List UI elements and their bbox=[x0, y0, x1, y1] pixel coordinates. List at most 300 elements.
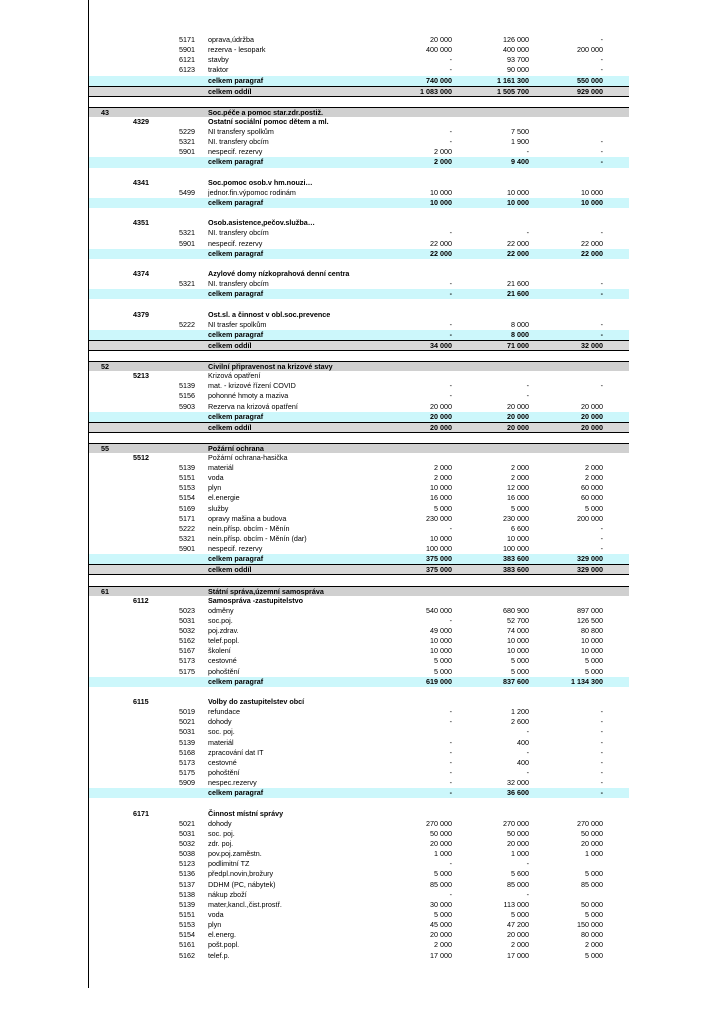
value-col-2: - bbox=[526, 228, 529, 238]
value-col-3: 200 000 bbox=[577, 513, 603, 523]
item-code: 5222 bbox=[179, 523, 195, 533]
value-col-3: 150 000 bbox=[577, 920, 603, 930]
item-code: 5139 bbox=[179, 737, 195, 747]
value-col-3: 10 000 bbox=[581, 636, 603, 646]
table-row bbox=[89, 402, 629, 412]
value-col-2: - bbox=[526, 147, 529, 157]
value-col-1: - bbox=[449, 319, 452, 329]
item-label: nespec.rezervy bbox=[208, 778, 257, 788]
value-col-1: 10 000 bbox=[430, 636, 452, 646]
item-code: 5909 bbox=[179, 778, 195, 788]
paragraph-total-row bbox=[89, 198, 629, 208]
spacer-row bbox=[89, 687, 629, 697]
item-label: předpl.novin,brožury bbox=[208, 869, 274, 879]
spacer-row bbox=[89, 259, 629, 269]
item-label: materiál bbox=[208, 463, 234, 473]
value-col-2: 5 000 bbox=[511, 503, 529, 513]
item-label: zpracování dat IT bbox=[208, 747, 264, 757]
paragraph-header-row bbox=[89, 697, 629, 707]
item-label: nespecif. rezervy bbox=[208, 147, 263, 157]
paragraph-total-row bbox=[89, 330, 629, 340]
item-label: celkem paragraf bbox=[208, 411, 264, 421]
value-col-3: 1 000 bbox=[585, 849, 603, 859]
value-col-3: 20 000 bbox=[581, 838, 603, 848]
table-row bbox=[89, 35, 629, 45]
spacer-row bbox=[89, 299, 629, 309]
budget-table bbox=[89, 35, 629, 961]
section-title: Civilní připravenost na krizové stavy bbox=[208, 362, 408, 371]
paragraph-header-row bbox=[89, 218, 629, 228]
table-row bbox=[89, 727, 629, 737]
value-col-2: 400 000 bbox=[503, 45, 529, 55]
item-label: školení bbox=[208, 646, 231, 656]
item-label: nespecif. rezervy bbox=[208, 238, 263, 248]
paragraph-header-row bbox=[89, 178, 629, 188]
value-col-1: 20 000 bbox=[430, 35, 452, 44]
value-col-1: 17 000 bbox=[430, 950, 452, 960]
item-code: 5222 bbox=[179, 319, 195, 329]
value-col-2: 2 000 bbox=[511, 473, 529, 483]
value-col-1: - bbox=[449, 329, 452, 339]
value-col-1: 2 000 bbox=[434, 147, 452, 157]
item-code: 5162 bbox=[179, 636, 195, 646]
value-col-2: 6 600 bbox=[511, 523, 529, 533]
value-col-3: - bbox=[600, 788, 603, 798]
item-code: 5321 bbox=[179, 534, 195, 544]
item-label: mater,kancl.,čist.prostř. bbox=[208, 899, 282, 909]
value-col-2: 32 000 bbox=[507, 778, 529, 788]
item-code: 5175 bbox=[179, 768, 195, 777]
item-label: celkem oddíl bbox=[208, 422, 252, 432]
item-label: NI trasfer spolkům bbox=[208, 319, 267, 329]
paragraph-total-row bbox=[89, 157, 629, 167]
section-total-row bbox=[89, 422, 629, 433]
item-label: cestovné bbox=[208, 757, 237, 767]
value-col-1: 20 000 bbox=[430, 422, 452, 432]
value-col-3: 10 000 bbox=[581, 646, 603, 656]
item-label: celkem paragraf bbox=[208, 157, 264, 167]
paragraph-title: Osob.asistence,pečov.služba… bbox=[208, 218, 315, 228]
table-row bbox=[89, 758, 629, 768]
item-label: služby bbox=[208, 503, 229, 513]
value-col-2: 383 600 bbox=[503, 565, 529, 575]
item-code: 5156 bbox=[179, 391, 195, 401]
table-row bbox=[89, 900, 629, 910]
value-col-2: - bbox=[526, 391, 529, 401]
section-title: Státní správa,územní samospráva bbox=[208, 587, 408, 596]
value-col-2: 16 000 bbox=[507, 493, 529, 503]
value-col-2: 74 000 bbox=[507, 626, 529, 636]
table-row bbox=[89, 65, 629, 75]
value-col-2: 1 161 300 bbox=[497, 75, 529, 85]
item-label: el.energie bbox=[208, 493, 240, 503]
paragraph-code: 6171 bbox=[133, 808, 149, 818]
value-col-2: 47 200 bbox=[507, 920, 529, 930]
value-col-3: 5 000 bbox=[585, 656, 603, 666]
value-col-3: - bbox=[600, 523, 603, 533]
item-label: celkem oddíl bbox=[208, 86, 252, 96]
paragraph-header-row bbox=[89, 596, 629, 606]
value-col-2: 400 bbox=[517, 737, 529, 747]
value-col-2: 2 000 bbox=[511, 940, 529, 950]
item-label: plyn bbox=[208, 483, 222, 493]
paragraph-total-row bbox=[89, 289, 629, 299]
value-col-2: 126 000 bbox=[503, 35, 529, 44]
table-row bbox=[89, 381, 629, 391]
item-code: 5321 bbox=[179, 279, 195, 289]
value-col-3: 2 000 bbox=[585, 473, 603, 483]
item-code: 5171 bbox=[179, 35, 195, 44]
spacer-row bbox=[89, 575, 629, 585]
table-row bbox=[89, 473, 629, 483]
table-row bbox=[89, 320, 629, 330]
value-col-3: 329 000 bbox=[577, 565, 603, 575]
value-col-1: - bbox=[449, 137, 452, 147]
table-row bbox=[89, 707, 629, 717]
value-col-1: - bbox=[449, 391, 452, 401]
value-col-2: 93 700 bbox=[507, 55, 529, 65]
item-label: celkem paragraf bbox=[208, 788, 264, 798]
item-code: 5167 bbox=[179, 646, 195, 656]
value-col-1: 22 000 bbox=[430, 248, 452, 258]
item-label: poj.zdrav. bbox=[208, 626, 239, 636]
value-col-3: - bbox=[600, 55, 603, 65]
value-col-3: 60 000 bbox=[581, 483, 603, 493]
value-col-1: 5 000 bbox=[434, 656, 452, 666]
value-col-3: 270 000 bbox=[577, 818, 603, 828]
table-row bbox=[89, 606, 629, 616]
table-row bbox=[89, 656, 629, 666]
value-col-2: 400 bbox=[517, 757, 529, 767]
paragraph-code: 5512 bbox=[133, 452, 149, 462]
value-col-1: 5 000 bbox=[434, 666, 452, 676]
paragraph-total-row bbox=[89, 76, 629, 86]
value-col-1: 2 000 bbox=[434, 940, 452, 950]
item-label: jednor.fin.výpomoc rodinám bbox=[208, 187, 296, 197]
value-col-2: 5 000 bbox=[511, 909, 529, 919]
item-code: 5499 bbox=[179, 187, 195, 197]
section-total-row bbox=[89, 86, 629, 97]
item-label: cestovné bbox=[208, 656, 237, 666]
table-row bbox=[89, 717, 629, 727]
paragraph-title: Soc.pomoc osob.v hm.nouzi… bbox=[208, 177, 313, 187]
value-col-3: 2 000 bbox=[585, 463, 603, 473]
value-col-1: 100 000 bbox=[426, 544, 452, 554]
value-col-2: 10 000 bbox=[507, 534, 529, 544]
value-col-1: 20 000 bbox=[430, 401, 452, 411]
value-col-3: 20 000 bbox=[581, 401, 603, 411]
value-col-3: - bbox=[600, 727, 603, 737]
value-col-3: 1 134 300 bbox=[571, 676, 603, 686]
value-col-2: - bbox=[526, 381, 529, 391]
value-col-3: 60 000 bbox=[581, 493, 603, 503]
value-col-1: - bbox=[449, 889, 452, 899]
item-label: plyn bbox=[208, 920, 222, 930]
item-code: 5123 bbox=[179, 859, 195, 869]
value-col-1: 375 000 bbox=[426, 565, 452, 575]
item-code: 5154 bbox=[179, 930, 195, 940]
item-label: NI transfery spolkům bbox=[208, 126, 274, 136]
value-col-1: 230 000 bbox=[426, 513, 452, 523]
item-label: soc. poj. bbox=[208, 727, 235, 737]
value-col-2: 36 600 bbox=[507, 788, 529, 798]
value-col-2: 17 000 bbox=[507, 950, 529, 960]
item-code: 5137 bbox=[179, 879, 195, 889]
paragraph-code: 4341 bbox=[133, 177, 149, 187]
paragraph-code: 4374 bbox=[133, 268, 149, 278]
value-col-3: 329 000 bbox=[577, 554, 603, 564]
paragraph-code: 6115 bbox=[133, 697, 149, 707]
table-row bbox=[89, 391, 629, 401]
value-col-3: 550 000 bbox=[577, 75, 603, 85]
paragraph-title: Činnost místní správy bbox=[208, 808, 284, 818]
value-col-1: 30 000 bbox=[430, 899, 452, 909]
paragraph-code: 4379 bbox=[133, 309, 149, 319]
item-label: telef.popl. bbox=[208, 636, 240, 646]
value-col-2: 10 000 bbox=[507, 187, 529, 197]
spacer-row bbox=[89, 433, 629, 443]
value-col-1: 10 000 bbox=[430, 483, 452, 493]
value-col-1: 2 000 bbox=[434, 157, 452, 167]
value-col-1: 16 000 bbox=[430, 493, 452, 503]
item-code: 5136 bbox=[179, 869, 195, 879]
section-header-row bbox=[89, 586, 629, 596]
value-col-2: 22 000 bbox=[507, 248, 529, 258]
table-row bbox=[89, 951, 629, 961]
value-col-1: - bbox=[449, 788, 452, 798]
item-label: pohonné hmoty a maziva bbox=[208, 391, 289, 401]
value-col-3: 5 000 bbox=[585, 950, 603, 960]
spacer-row bbox=[89, 798, 629, 808]
value-col-3: - bbox=[600, 747, 603, 757]
value-col-3: 32 000 bbox=[581, 340, 603, 350]
table-row bbox=[89, 829, 629, 839]
item-code: 5031 bbox=[179, 615, 195, 625]
item-code: 5229 bbox=[179, 126, 195, 136]
value-col-1: 85 000 bbox=[430, 879, 452, 889]
value-col-3: 5 000 bbox=[585, 909, 603, 919]
value-col-1: 270 000 bbox=[426, 818, 452, 828]
paragraph-code: 5213 bbox=[133, 371, 149, 381]
item-label: celkem paragraf bbox=[208, 197, 264, 207]
section-header-row bbox=[89, 361, 629, 371]
value-col-3: - bbox=[600, 534, 603, 544]
value-col-2: 9 400 bbox=[511, 157, 529, 167]
value-col-2: 100 000 bbox=[503, 544, 529, 554]
value-col-2: 85 000 bbox=[507, 879, 529, 889]
paragraph-header-row bbox=[89, 117, 629, 127]
value-col-2: 1 505 700 bbox=[497, 86, 529, 96]
paragraph-title: Krizová opatření bbox=[208, 371, 261, 381]
value-col-3: - bbox=[600, 778, 603, 788]
item-code: 5175 bbox=[179, 666, 195, 676]
value-col-2: 2 000 bbox=[511, 463, 529, 473]
value-col-1: - bbox=[449, 55, 452, 65]
table-row bbox=[89, 748, 629, 758]
paragraph-code: 4351 bbox=[133, 218, 149, 228]
value-col-2: 270 000 bbox=[503, 818, 529, 828]
value-col-2: 10 000 bbox=[507, 646, 529, 656]
item-code: 5153 bbox=[179, 483, 195, 493]
item-label: stavby bbox=[208, 55, 229, 65]
value-col-1: - bbox=[449, 279, 452, 289]
value-col-2: 8 000 bbox=[511, 319, 529, 329]
value-col-3: - bbox=[600, 717, 603, 727]
value-col-2: 71 000 bbox=[507, 340, 529, 350]
value-col-2: 383 600 bbox=[503, 554, 529, 564]
item-code: 5321 bbox=[179, 228, 195, 238]
value-col-1: 5 000 bbox=[434, 869, 452, 879]
item-label: nespecif. rezervy bbox=[208, 544, 263, 554]
table-row bbox=[89, 127, 629, 137]
item-label: refundace bbox=[208, 707, 240, 717]
value-col-3: 80 000 bbox=[581, 930, 603, 940]
section-code: 52 bbox=[101, 362, 109, 372]
table-row bbox=[89, 859, 629, 869]
table-row bbox=[89, 738, 629, 748]
value-col-2: - bbox=[526, 727, 529, 737]
item-code: 5139 bbox=[179, 899, 195, 909]
value-col-3: 50 000 bbox=[581, 899, 603, 909]
item-label: soc.poj. bbox=[208, 615, 233, 625]
value-col-2: 1 200 bbox=[511, 707, 529, 717]
paragraph-title: Ostatní sociální pomoc dětem a ml. bbox=[208, 116, 329, 126]
table-row bbox=[89, 768, 629, 778]
item-label: soc. poj. bbox=[208, 828, 235, 838]
value-col-2: 113 000 bbox=[503, 899, 529, 909]
item-code: 5139 bbox=[179, 463, 195, 473]
table-row bbox=[89, 544, 629, 554]
value-col-3: - bbox=[600, 381, 603, 391]
paragraph-header-row bbox=[89, 453, 629, 463]
value-col-3: 50 000 bbox=[581, 828, 603, 838]
item-code: 5901 bbox=[179, 147, 195, 157]
value-col-1: - bbox=[449, 289, 452, 299]
value-col-2: 1 900 bbox=[511, 137, 529, 147]
item-code: 5138 bbox=[179, 889, 195, 899]
paragraph-title: Požární ochrana-hasička bbox=[208, 452, 288, 462]
value-col-3: - bbox=[600, 147, 603, 157]
item-label: celkem paragraf bbox=[208, 289, 264, 299]
value-col-1: 5 000 bbox=[434, 909, 452, 919]
table-row bbox=[89, 910, 629, 920]
value-col-2: 5 000 bbox=[511, 666, 529, 676]
table-row bbox=[89, 147, 629, 157]
value-col-2: 90 000 bbox=[507, 65, 529, 75]
paragraph-code: 4329 bbox=[133, 116, 149, 126]
table-row bbox=[89, 534, 629, 544]
value-col-1: - bbox=[449, 381, 452, 391]
item-label: NI. transfery obcím bbox=[208, 228, 269, 238]
value-col-1: - bbox=[449, 757, 452, 767]
value-col-2: 50 000 bbox=[507, 828, 529, 838]
item-code: 5019 bbox=[179, 707, 195, 717]
value-col-1: - bbox=[449, 615, 452, 625]
item-code: 5901 bbox=[179, 45, 195, 55]
value-col-1: 2 000 bbox=[434, 473, 452, 483]
spacer-row bbox=[89, 208, 629, 218]
item-code: 5032 bbox=[179, 838, 195, 848]
value-col-3: - bbox=[600, 228, 603, 238]
table-row bbox=[89, 514, 629, 524]
table-row bbox=[89, 869, 629, 879]
value-col-1: 1 083 000 bbox=[420, 86, 452, 96]
item-label: mat. - krizové řízení COVID bbox=[208, 381, 296, 391]
item-label: NI. transfery obcím bbox=[208, 137, 269, 147]
item-code: 5139 bbox=[179, 381, 195, 391]
value-col-2: - bbox=[526, 768, 529, 777]
item-label: pov.poj.zaměstn. bbox=[208, 849, 262, 859]
paragraph-total-row bbox=[89, 412, 629, 422]
value-col-1: 50 000 bbox=[430, 828, 452, 838]
item-label: el.energ. bbox=[208, 930, 236, 940]
value-col-2: 21 600 bbox=[507, 289, 529, 299]
value-col-1: 375 000 bbox=[426, 554, 452, 564]
item-label: nákup zboží bbox=[208, 889, 247, 899]
item-code: 5151 bbox=[179, 473, 195, 483]
value-col-3: 126 500 bbox=[577, 615, 603, 625]
table-row bbox=[89, 504, 629, 514]
value-col-2: 837 600 bbox=[503, 676, 529, 686]
value-col-2: 1 000 bbox=[511, 849, 529, 859]
value-col-1: 49 000 bbox=[430, 626, 452, 636]
table-row bbox=[89, 636, 629, 646]
value-col-1: - bbox=[449, 65, 452, 75]
table-row bbox=[89, 940, 629, 950]
item-label: voda bbox=[208, 473, 224, 483]
paragraph-header-row bbox=[89, 269, 629, 279]
value-col-3: - bbox=[600, 768, 603, 777]
value-col-1: - bbox=[449, 717, 452, 727]
table-row bbox=[89, 778, 629, 788]
value-col-2: - bbox=[526, 747, 529, 757]
value-col-3: 22 000 bbox=[581, 248, 603, 258]
value-col-1: 619 000 bbox=[426, 676, 452, 686]
item-label: dohody bbox=[208, 717, 232, 727]
item-code: 5151 bbox=[179, 909, 195, 919]
value-col-2: - bbox=[526, 859, 529, 869]
spacer-row bbox=[89, 351, 629, 361]
item-code: 5154 bbox=[179, 493, 195, 503]
value-col-3: - bbox=[600, 289, 603, 299]
item-label: celkem paragraf bbox=[208, 248, 264, 258]
table-row bbox=[89, 920, 629, 930]
value-col-2: 20 000 bbox=[507, 401, 529, 411]
item-code: 6123 bbox=[179, 65, 195, 75]
section-code: 55 bbox=[101, 443, 109, 453]
item-label: materiál bbox=[208, 737, 234, 747]
value-col-1: 540 000 bbox=[426, 605, 452, 615]
value-col-2: 5 000 bbox=[511, 656, 529, 666]
value-col-2: 680 900 bbox=[503, 605, 529, 615]
item-code: 5038 bbox=[179, 849, 195, 859]
value-col-3: 5 000 bbox=[585, 666, 603, 676]
value-col-2: 21 600 bbox=[507, 279, 529, 289]
table-row bbox=[89, 279, 629, 289]
value-col-1: 10 000 bbox=[430, 534, 452, 544]
item-label: pohoštění bbox=[208, 666, 240, 676]
paragraph-header-row bbox=[89, 809, 629, 819]
section-title: Požární ochrana bbox=[208, 444, 408, 453]
value-col-1: 5 000 bbox=[434, 503, 452, 513]
table-row bbox=[89, 239, 629, 249]
value-col-3: 2 000 bbox=[585, 940, 603, 950]
table-row bbox=[89, 890, 629, 900]
item-code: 5021 bbox=[179, 717, 195, 727]
item-code: 6121 bbox=[179, 55, 195, 65]
item-code: 5153 bbox=[179, 920, 195, 930]
item-label: pošt.popl. bbox=[208, 940, 240, 950]
